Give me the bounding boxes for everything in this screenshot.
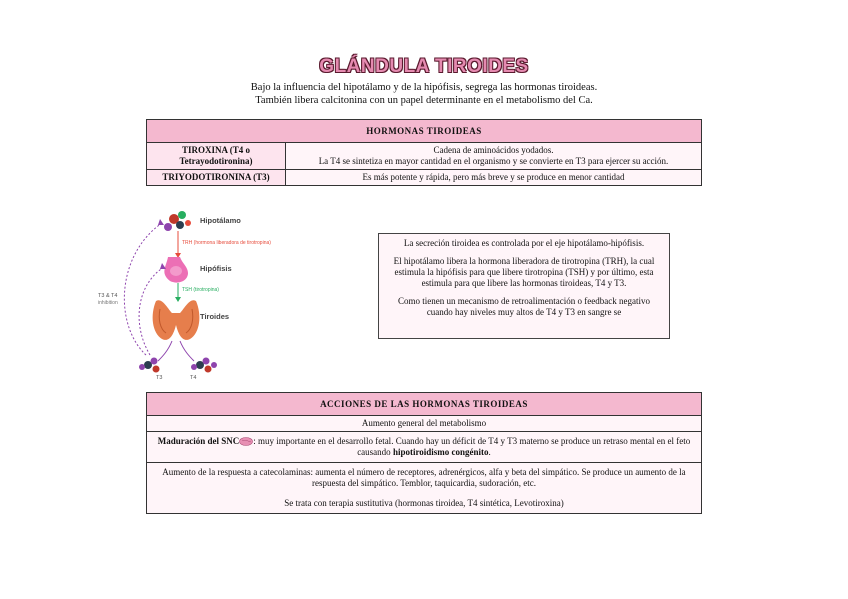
subtitle-line-2: También libera calcitonina con un papel determinante en el metabolismo del Ca.	[255, 95, 593, 106]
hormones-table	[146, 119, 702, 186]
t4-molecule-icon	[191, 358, 217, 373]
t3-desc: Es más potente y rápida, pero más breve y se produce en menor cantidad	[286, 170, 702, 186]
thyroid-label: Tiroides	[200, 312, 230, 321]
info-paragraph-3: Como tienen un mecanismo de retroalimentación o feedback negativo cuando hay niveles muy altos de T4 y T3 en sangre se	[398, 296, 650, 317]
pituitary-label: Hipófisis	[200, 264, 232, 273]
feedback-label-1: T3 & T4	[98, 293, 118, 299]
cns-maturation-title: Maduración del SNC	[157, 436, 240, 446]
hypothalamus-label: Hipotálamo	[200, 216, 241, 225]
t4-label: T4	[190, 375, 197, 381]
feedback-label-2: inhibition	[98, 300, 118, 306]
thyroid-gland-icon	[153, 300, 200, 340]
actions-table-header: ACCIONES DE LAS HORMONAS TIROIDEAS	[147, 393, 702, 416]
t3-label: TRIYODOTIRONINA (T3)	[147, 170, 286, 186]
replacement-therapy-text: Se trata con terapia sustitutiva (hormonas tiroidea, T4 sintética, Levotiroxina)	[284, 498, 564, 508]
action-cns-maturation	[147, 432, 702, 463]
tiroxina-label: TIROXINA (T4 o Tetrayodotironina)	[147, 143, 286, 170]
cns-maturation-end: .	[488, 447, 491, 457]
cns-maturation-text: : muy importante en el desarrollo fetal. Cuando hay un déficit de T4 y T3 materno se produce un retraso mental en el feto causando	[253, 436, 691, 457]
tsh-label: TSH (tirotropina)	[182, 287, 219, 293]
trh-label: TRH (hormona liberadora de tirotropina)	[182, 240, 271, 246]
t3-label: T3	[156, 375, 163, 381]
thyroid-axis-diagram	[96, 205, 346, 385]
congenital-hypothyroidism: hipotiroidismo congénito	[392, 447, 489, 457]
tiroxina-desc	[286, 143, 702, 170]
t3-molecule-icon	[139, 358, 160, 373]
hypothalamus-molecule-icon	[164, 211, 191, 231]
action-metabolism: Aumento general del metabolismo	[147, 416, 702, 432]
brain-icon	[239, 437, 253, 446]
info-paragraph-2: El hipotálamo libera la hormona liberadora de tirotropina (TRH), la cual estimula la hipófisis para que libere tirotropina (TSH) y por último, esta estimula para que libere las hormonas tiroideas, T4 y T3.	[393, 256, 655, 288]
page-title: GLÁNDULA TIROIDES	[319, 56, 529, 77]
info-paragraph-1: La secreción tiroidea es controlada por el eje hipotálamo-hipófisis.	[403, 238, 645, 248]
tiroxina-desc-line-1: Cadena de aminoácidos yodados.	[433, 145, 554, 155]
action-catecholamines	[147, 463, 702, 514]
subtitle-line-1: Bajo la influencia del hipotálamo y de la hipófisis, segrega las hormonas tiroideas.	[250, 82, 598, 93]
subtitle	[0, 81, 848, 107]
actions-table	[146, 392, 702, 514]
tiroxina-desc-line-2: La T4 se sintetiza en mayor cantidad en el organismo y se convierte en T3 para ejercer su acción.	[318, 156, 669, 166]
thyroid-control-info-box	[378, 233, 670, 339]
hormones-table-header: HORMONAS TIROIDEAS	[147, 120, 702, 143]
catecholamines-text: Aumento de la respuesta a catecolaminas: aumenta el número de receptores, adrenérgicos, alfa y beta del simpático. Se produce un aumento de la respuesta del simpático. Temblor, taquicardia, sudoración, etc.	[162, 467, 686, 488]
pituitary-icon	[164, 257, 188, 283]
